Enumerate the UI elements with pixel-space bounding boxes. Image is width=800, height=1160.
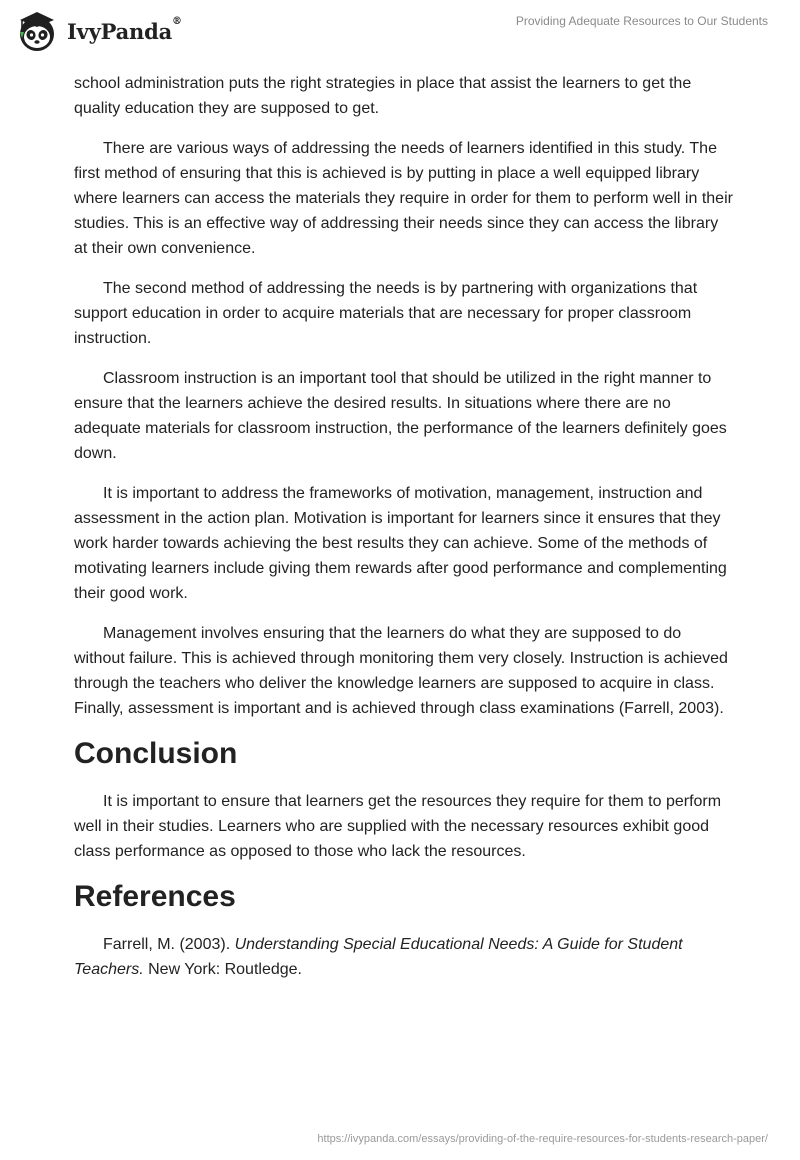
paragraph: Classroom instruction is an important tool that should be utilized in the right manner to ensure that the learners achieve the desired results. In situations where there are no adequate materials for classroom instruction, the performance of the learners definitely goes down.	[74, 370, 727, 462]
essay-content	[74, 71, 734, 997]
paragraph: Management involves ensuring that the learners do what they are supposed to do without failure. This is achieved through monitoring them very closely. Instruction is achieved through the teachers who deliver the knowledge learners are supposed to acquire in class. Finally, assessment is important and is achieved through class examinations (Farrell, 2003).	[74, 625, 728, 717]
source-url[interactable]: https://ivypanda.com/essays/providing-of-the-require-resources-for-students-research-paper/	[317, 1133, 768, 1145]
reference-publisher: New York: Routledge.	[143, 961, 302, 978]
conclusion-paragraph: It is important to ensure that learners get the resources they require for them to perform well in their studies. Learners who are supplied with the necessary resources exhibit good class performance as opposed to those who lack the resources.	[74, 793, 722, 860]
document-title: Providing Adequate Resources to Our Students	[515, 14, 768, 28]
paragraph: It is important to address the frameworks of motivation, management, instruction and assessment in the action plan. Motivation is important for learners since it ensures that they work harder towards achieving the best results they can achieve. Some of the methods of motivating learners include giving them rewards after good performance and complementing their good work.	[74, 485, 727, 602]
brand-name: IvyPanda®	[67, 15, 182, 44]
registered-mark: ®	[172, 15, 182, 27]
ivypanda-logo[interactable]	[14, 8, 182, 54]
reference-title: Understanding Special Educational Needs: A Guide for Student Teachers.	[74, 936, 683, 978]
paragraph: school administration puts the right strategies in place that assist the learners to get the quality education they are supposed to get.	[74, 75, 692, 117]
conclusion-heading: Conclusion	[74, 737, 238, 770]
reference-entry	[74, 932, 734, 982]
panda-logo-icon	[14, 8, 60, 54]
paragraph: There are various ways of addressing the needs of learners identified in this study. The first method of ensuring that this is achieved is by putting in place a well equipped library where learners can access the materials they require in order for them to perform well in their studies. This is an effective way of addressing their needs since they can access the library at their own convenience.	[74, 140, 733, 257]
reference-author: Farrell, M. (2003).	[103, 936, 235, 953]
paragraph: The second method of addressing the needs is by partnering with organizations that support education in order to acquire materials that are necessary for proper classroom instruction.	[74, 280, 698, 347]
references-heading: References	[74, 880, 236, 913]
page-header	[0, 0, 800, 64]
